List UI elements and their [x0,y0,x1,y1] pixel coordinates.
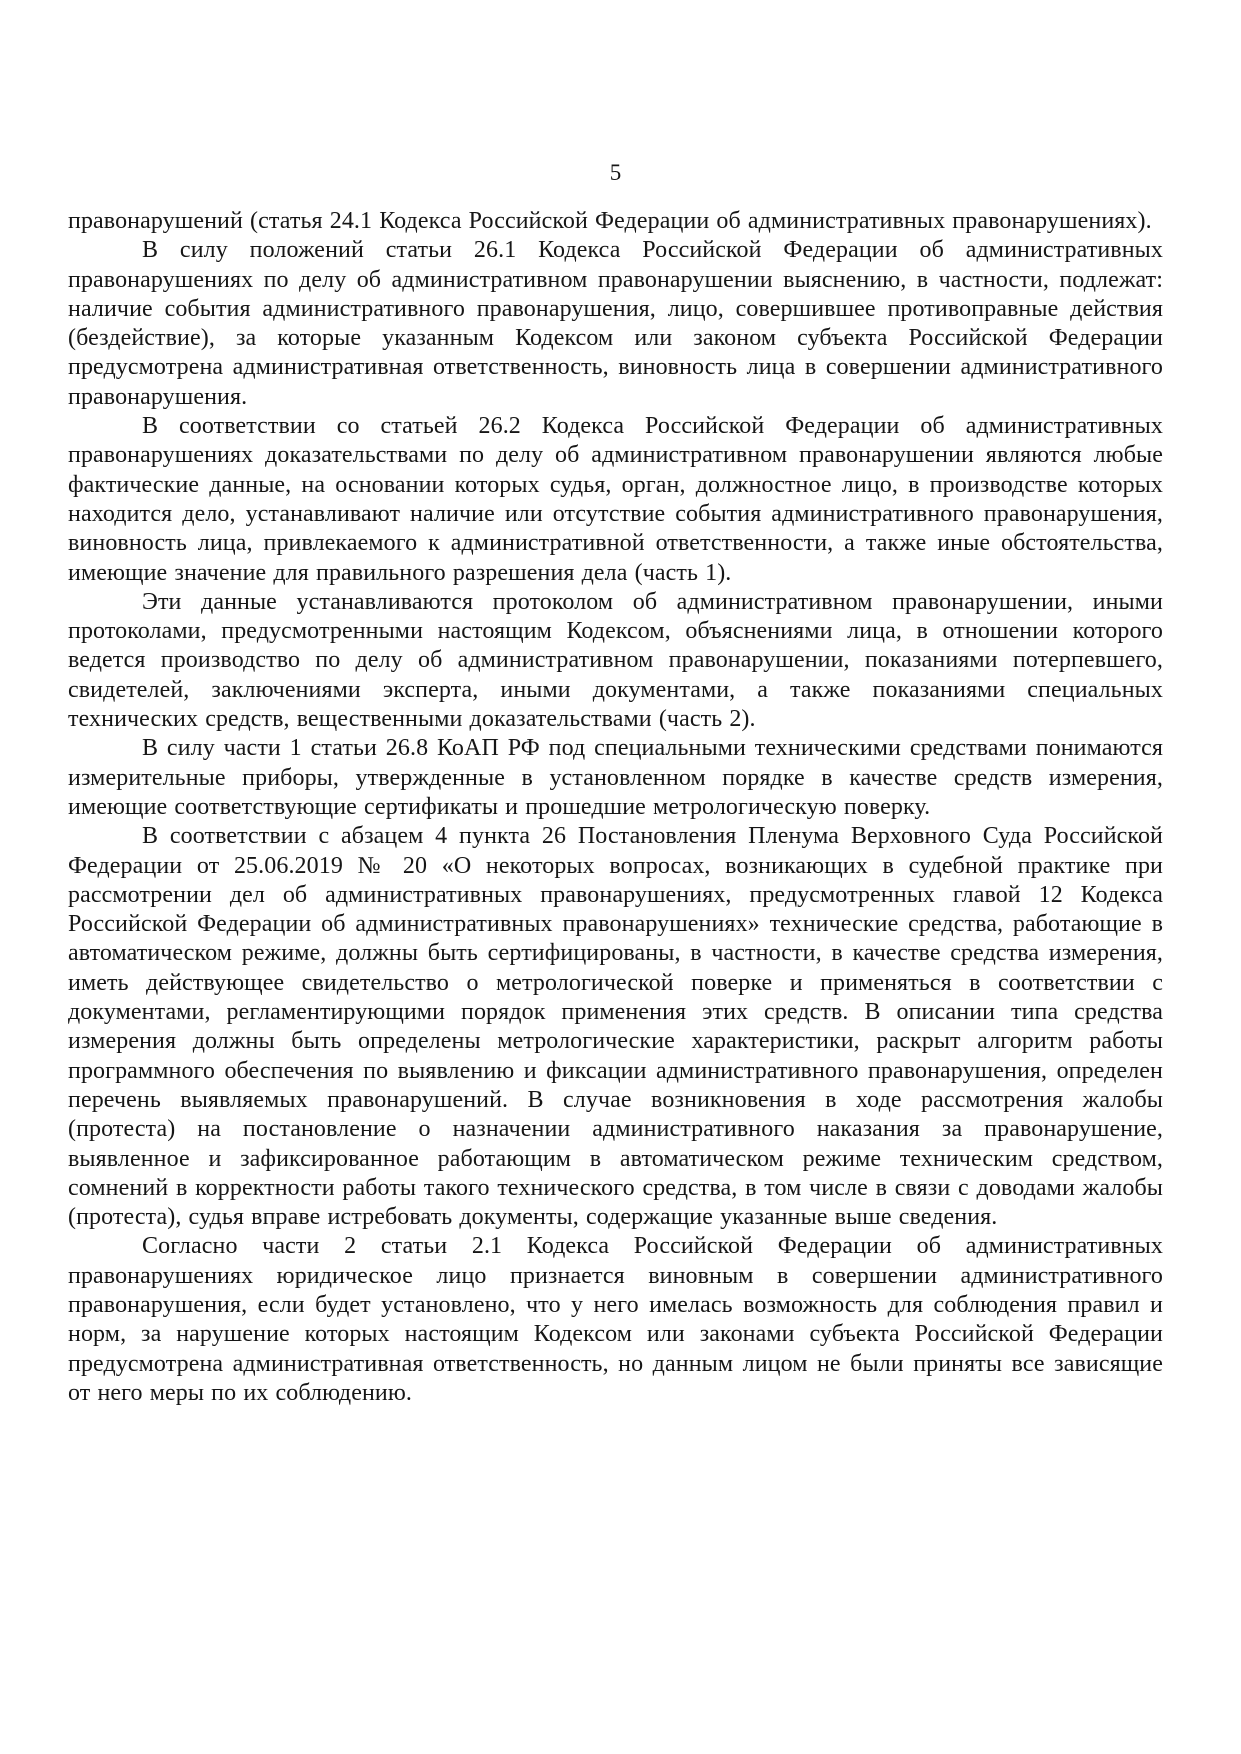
document-body [68,207,1163,1408]
paragraph: Согласно части 2 статьи 2.1 Кодекса Российской Федерации об административных правонарушениях юридическое лицо признается виновным в совершении административного правонарушения, если будет установлено, что у него имелась возможность для соблюдения правил и норм, за нарушение которых настоящим Кодексом или законами субъекта Российской Федерации предусмотрена административная ответственность, но данным лицом не были приняты все зависящие от него меры по их соблюдению. [68,1233,1163,1406]
paragraph: В силу положений статьи 26.1 Кодекса Российской Федерации об административных правонарушениях по делу об административном правонарушении выяснению, в частности, подлежат: наличие события административного правонарушения, лицо, совершившее противоправные действия (бездействие), за которые указанным Кодексом или законом субъекта Российской Федерации предусмотрена административная ответственность, виновность лица в совершении административного правонарушения. [68,237,1163,410]
page-number: 5 [609,160,622,185]
paragraph: В соответствии со статьей 26.2 Кодекса Российской Федерации об административных правонарушениях доказательствами по делу об административном правонарушении являются любые фактические данные, на основании которых судья, орган, должностное лицо, в производстве которых находится дело, устанавливают наличие или отсутствие события административного правонарушения, виновность лица, привлекаемого к административной ответственности, а также иные обстоятельства, имеющие значение для правильного разрешения дела (часть 1). [68,413,1163,586]
paragraph: правонарушений (статья 24.1 Кодекса Российской Федерации об административных правонарушениях). [68,208,1152,234]
paragraph: В соответствии с абзацем 4 пункта 26 Постановления Пленума Верховного Суда Российской Федерации от 25.06.2019 № 20 «О некоторых вопросах, возникающих в судебной практике при рассмотрении дел об административных правонарушениях, предусмотренных главой 12 Кодекса Российской Федерации об административных правонарушениях» технические средства, работающие в автоматическом режиме, должны быть сертифицированы, в частности, в качестве средства измерения, иметь действующее свидетельство о метрологической поверке и применяться в соответствии с документами, регламентирующими порядок применения этих средств. В описании типа средства измерения должны быть определены метрологические характеристики, раскрыт алгоритм работы программного обеспечения по выявлению и фиксации административного правонарушения, определен перечень выявляемых правонарушений. В случае возникновения в ходе рассмотрения жалобы (протеста) на постановление о назначении административного наказания за правонарушение, выявленное и зафиксированное работающим в автоматическом режиме техническим средством, сомнений в корректности работы такого технического средства, в том числе в связи с доводами жалобы (протеста), судья вправе истребовать документы, содержащие указанные выше сведения. [68,823,1163,1231]
paragraph: В силу части 1 статьи 26.8 КоАП РФ под специальными техническими средствами понимаются измерительные приборы, утвержденные в установленном порядке в качестве средств измерения, имеющие соответствующие сертификаты и прошедшие метрологическую поверку. [68,735,1163,820]
paragraph: Эти данные устанавливаются протоколом об административном правонарушении, иными протоколами, предусмотренными настоящим Кодексом, объяснениями лица, в отношении которого ведется производство по делу об административном правонарушении, показаниями потерпевшего, свидетелей, заключениями эксперта, иными документами, а также показаниями специальных технических средств, вещественными доказательствами (часть 2). [68,588,1163,733]
